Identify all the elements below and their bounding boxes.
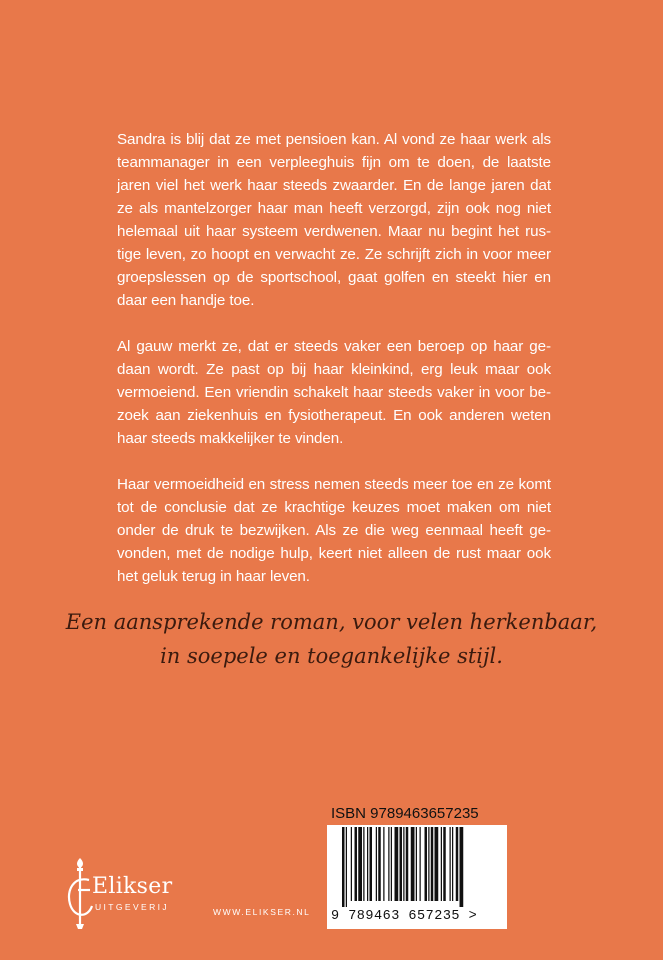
tagline-quote [60, 605, 603, 673]
back-cover-blurb [117, 128, 551, 611]
tagline-line-1: Een aansprekende roman, voor velen herkenbaar, [65, 610, 598, 634]
publisher-website: WWW.ELIKSER.NL [213, 907, 311, 917]
publisher-logo [62, 858, 212, 928]
blurb-paragraph-1: Sandra is blij dat ze met pensioen kan. Al vond ze haar werk als teammanager in een verpleeghuis fijn om te doen, de laatste jaren viel het werk haar steeds zwaarder. En de lange jaren dat ze als mantelzorger haar man heeft verzorgd, zijn ook nog niet helemaal uit haar systeem verdwenen. Maar nu begint het rustige leven, zo hoopt en verwacht ze. Ze schrijft zich in voor meer groepslessen op de sportschool, gaat golfen en steekt hier en daar een handje toe. [117, 131, 551, 309]
isbn-barcode-block [327, 803, 507, 929]
barcode-icon [330, 825, 504, 907]
tagline-line-2: in soepele en toegankelijke stijl. [160, 644, 503, 668]
isbn-label: ISBN 9789463657235 [331, 805, 479, 822]
barcode-digits: 9 789463 657235 > [331, 909, 478, 924]
publisher-name: Elikser [92, 874, 173, 899]
barcode-background [327, 825, 507, 929]
publisher-subtitle: UITGEVERIJ [95, 902, 170, 912]
blurb-paragraph-3: Haar vermoeidheid en stress nemen steeds meer toe en ze komt tot de conclusie dat ze krachtige keuzes moet maken om niet onder de druk te bezwijken. Als ze die weg eenmaal heeft gevonden, met de nodige hulp, keert niet alleen de rust maar ook het geluk terug in haar leven. [117, 476, 551, 585]
blurb-paragraph-2: Al gauw merkt ze, dat er steeds vaker een beroep op haar gedaan wordt. Ze past op bij haar kleinkind, erg leuk maar ook vermoeiend. Een vriendin schakelt haar steeds vaker in voor bezoek aan ziekenhuis en fysiotherapeut. En ook anderen weten haar steeds makkelijker te vinden. [117, 338, 551, 447]
